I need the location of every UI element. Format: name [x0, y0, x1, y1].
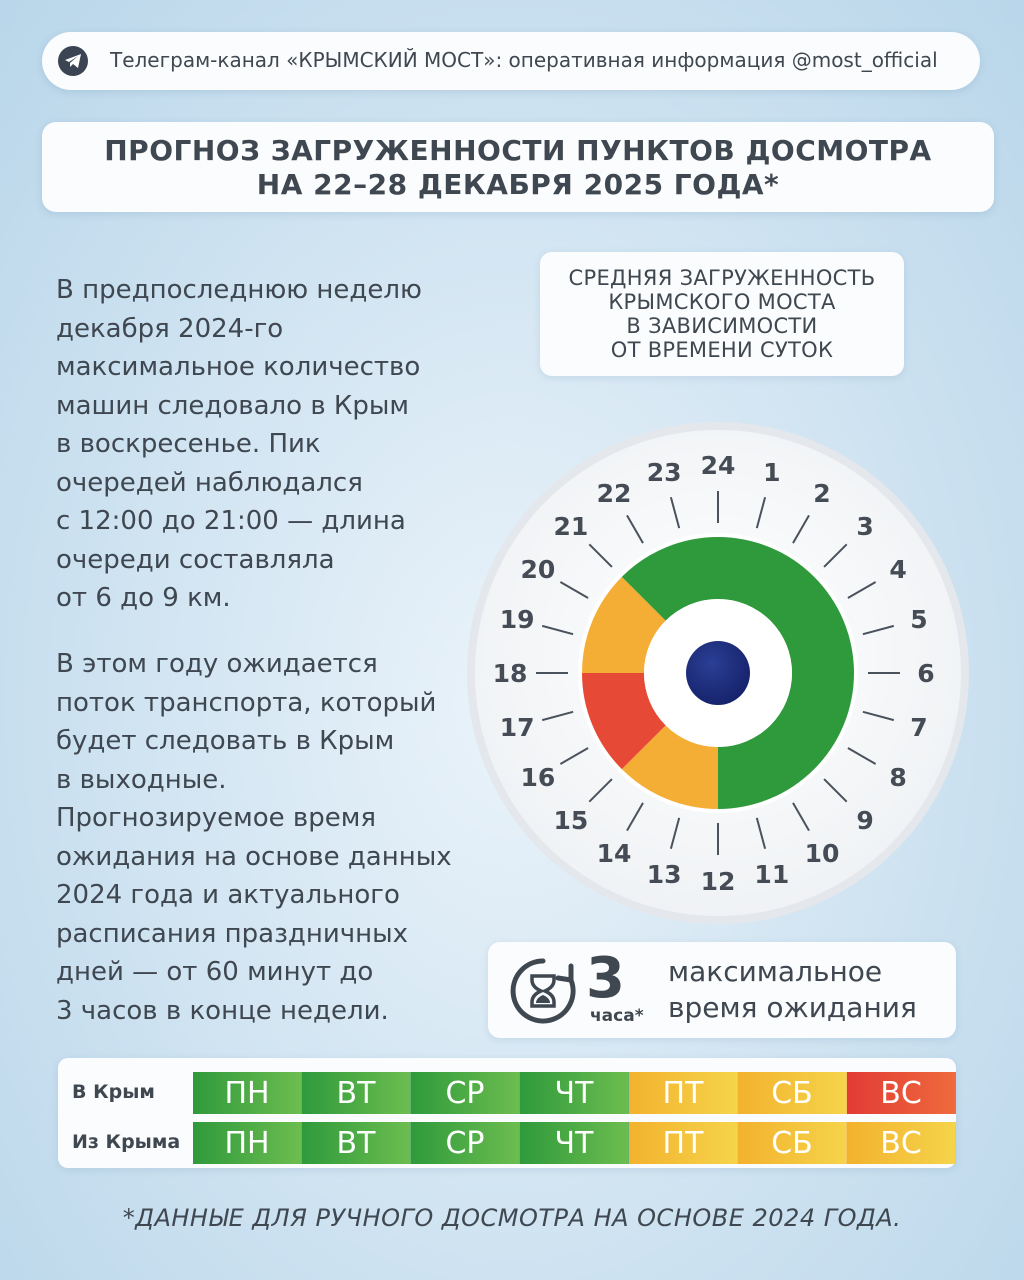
caption-line: СРЕДНЯЯ ЗАГРУЖЕННОСТЬ: [568, 266, 876, 290]
paragraph-line: очереди составляла: [56, 544, 335, 575]
hour-label: 18: [492, 659, 528, 688]
hour-label: 23: [646, 458, 682, 488]
hour-label: 2: [813, 478, 831, 508]
paragraph-line: 2024 года и актуального: [56, 880, 400, 910]
day-cell-to-0: ПН: [193, 1072, 302, 1114]
title-line-1: ПРОГНОЗ ЗАГРУЖЕННОСТИ ПУНКТОВ ДОСМОТРА: [104, 134, 932, 167]
row-label-from-crimea: Из Крыма: [72, 1131, 181, 1153]
paragraph-line: в воскресенье. Пик: [56, 429, 321, 459]
paragraph-line: ожидания на основе данных: [56, 841, 452, 872]
hour-label: 3: [856, 511, 874, 541]
row-label-to-crimea: В Крым: [72, 1081, 155, 1103]
paragraph-line: декабря 2024-го: [56, 313, 284, 344]
row-to-crimea: [193, 1072, 956, 1114]
row-from-crimea: [193, 1122, 956, 1164]
max-wait-unit: часа*: [590, 1006, 644, 1026]
paragraph-line: В этом году ожидается: [56, 649, 378, 679]
day-cell-from-0: ПН: [193, 1122, 302, 1164]
hour-label: 7: [910, 712, 928, 742]
day-cell-to-4: ПТ: [629, 1072, 738, 1114]
paragraph-line: будет следовать в Крым: [56, 726, 395, 756]
max-wait-number: 3: [586, 946, 625, 1011]
paragraph-line: максимальное количество: [56, 352, 421, 382]
title-line-2: НА 22–28 ДЕКАБРЯ 2025 ГОДА*: [256, 168, 780, 201]
hour-label: 14: [596, 839, 632, 869]
paragraph-line: расписания праздничных: [56, 918, 409, 949]
paragraph-line: поток транспорта, который: [56, 687, 437, 718]
day-cell-from-2: СР: [411, 1122, 520, 1164]
telegram-icon: [58, 46, 88, 76]
channel-banner: [42, 32, 980, 90]
hourglass-clock-icon: [508, 956, 578, 1026]
hour-label: 12: [700, 867, 736, 896]
day-cell-to-2: СР: [411, 1072, 520, 1114]
hour-label: 5: [910, 605, 928, 635]
hour-label: 20: [520, 555, 556, 584]
hour-label: 6: [917, 659, 935, 688]
hour-label: 4: [889, 555, 907, 584]
forecast-paragraph: [56, 645, 486, 1030]
hour-label: 22: [596, 478, 632, 508]
paragraph-line: машин следовало в Крым: [56, 390, 410, 421]
caption-line: ОТ ВРЕМЕНИ СУТОК: [610, 338, 834, 362]
hour-label: 17: [499, 712, 535, 742]
page-title: [42, 122, 994, 212]
hour-label: 15: [553, 806, 589, 836]
paragraph-line: 3 часов в конце недели.: [56, 995, 389, 1026]
day-cell-from-6: ВС: [847, 1122, 956, 1164]
day-cell-to-1: ВТ: [302, 1072, 411, 1114]
dial-svg: [465, 420, 971, 926]
dial-caption: [540, 252, 904, 376]
hour-label: 24: [700, 451, 736, 480]
day-cell-to-5: СБ: [738, 1072, 847, 1114]
wait-desc-line: время ожидания: [668, 991, 917, 1024]
max-wait-description: [668, 954, 917, 1026]
paragraph-line: В предпоследнюю неделю: [56, 275, 422, 305]
hour-label: 1: [763, 458, 781, 488]
hour-label: 13: [646, 859, 682, 889]
load-clock-dial: [465, 420, 971, 926]
dial-hub: [686, 641, 750, 705]
hour-label: 10: [804, 839, 840, 869]
paragraph-line: в выходные.: [56, 764, 227, 795]
paragraph-line: от 6 до 9 км.: [56, 583, 231, 613]
hour-label: 9: [856, 806, 874, 836]
day-cell-from-1: ВТ: [302, 1122, 411, 1164]
wait-desc-line: максимальное: [668, 955, 883, 988]
day-cell-from-3: ЧТ: [520, 1122, 629, 1164]
day-cell-to-3: ЧТ: [520, 1072, 629, 1114]
hour-label: 16: [520, 763, 556, 792]
day-cell-from-5: СБ: [738, 1122, 847, 1164]
caption-line: В ЗАВИСИМОСТИ: [626, 314, 818, 338]
caption-line: КРЫМСКОГО МОСТА: [608, 290, 836, 314]
day-cell-from-4: ПТ: [629, 1122, 738, 1164]
paragraph-line: дней — от 60 минут до: [56, 957, 374, 987]
channel-text: Телеграм-канал «КРЫМСКИЙ МОСТ»: оперативная информация @most_official: [110, 48, 938, 72]
hour-label: 19: [499, 605, 535, 635]
hour-label: 8: [889, 763, 907, 792]
paragraph-line: очередей наблюдался: [56, 467, 363, 498]
footnote: *ДАННЫЕ ДЛЯ РУЧНОГО ДОСМОТРА НА ОСНОВЕ 2024 ГОДА.: [122, 1204, 902, 1232]
paragraph-line: Прогнозируемое время: [56, 803, 376, 833]
hour-label: 21: [553, 511, 589, 541]
paragraph-line: с 12:00 до 21:00 — длина: [56, 506, 406, 536]
hour-label: 11: [754, 859, 790, 889]
day-cell-to-6: ВС: [847, 1072, 956, 1114]
intro-paragraph: [56, 271, 486, 618]
